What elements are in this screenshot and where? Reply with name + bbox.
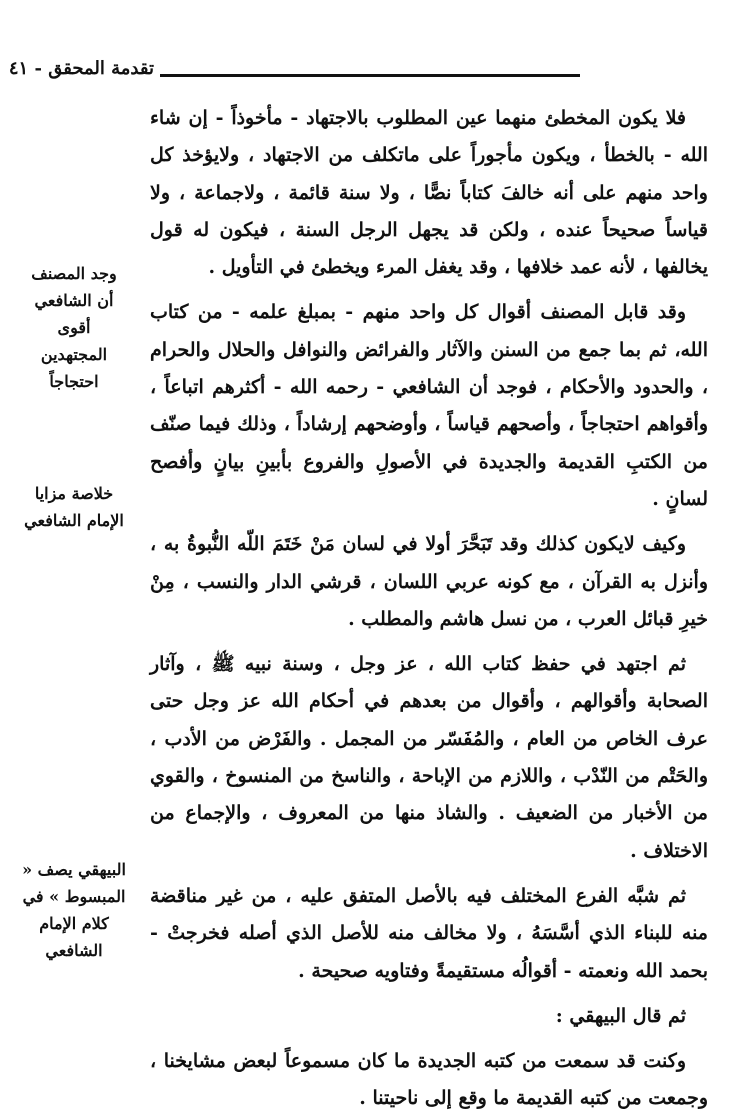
side-note: خلاصة مزايا الإمام الشافعي [24, 484, 124, 530]
running-header: تقدمة المحقق - ٤١ [8, 58, 154, 79]
paragraph: ثم شبَّه الفرع المختلف فيه بالأصل المتفق عليه ، من غير مناقضة منه للبناء الذي أسَّسَهُ ، ولا مخالف منه للأصل الذي أصله فخرجتْ - بحمد الله ونعمته - أقوالُه مستقيمةً وفتاويه صحيحة . [150, 884, 708, 982]
paragraph: ثم اجتهد في حفظ كتاب الله ، عز وجل ، وسنة نبيه ﷺ ، وآثار الصحابة وأقوالهم ، وأقوال من بعدهم في أحكام الله عز وجل حتى عرف الخاص من العام ، والمُفَسّر من المجمل . والفَرْض من الأدب ، والحَتْم من النّدْب ، واللازم من الإباحة ، والناسخ من المنسوخ ، والقوي من الأخبار من الضعيف . والشاذ منها من المعروف ، والإجماع من الاختلاف . [150, 653, 708, 862]
paragraph: وكيف لايكون كذلك وقد تَبَحَّرَ أولا في لسان مَنْ خَتَمَ اللّه النُّبوةُ به ، وأنزل به القرآن ، مع كونه عربي اللسان ، قرشي الدار والنسب ، مِنْ خيرِ قبائل العرب ، من نسل هاشم والمطلب . [150, 533, 708, 630]
paragraph: وقد قابل المصنف أقوال كل واحد منهم - بمبلغ علمه - من كتاب الله، ثم بما جمع من السنن والآثار والفرائض والنوافل والحلال والحرام ، والحدود والأحكام ، فوجد أن الشافعي - رحمه الله - أكثرهم اتباعاً ، وأقواهم احتجاجاً ، وأصحهم قياساً ، وأوضحهم إرشاداً ، وذلك فيما صنّف من الكتبِ القديمة والجديدة في الأصولِ والفروع بأبينِ بيانٍ وأفصح لسانٍ . [150, 301, 708, 510]
main-text [150, 100, 708, 1118]
side-note: وجد المصنف أن الشافعي أقوى المجتهدين احتجاجاً [31, 264, 117, 391]
paragraph: ثم قال البيهقي : [555, 1004, 686, 1027]
side-note: البيهقي يصف « المبسوط » في كلام الإمام الشافعي [22, 860, 126, 960]
header-rule [160, 74, 580, 77]
paragraph: وكنت قد سمعت من كتبه الجديدة ما كان مسموعاً لبعض مشايخنا ، وجمعت من كتبه القديمة ما وقع إلى ناحيتنا . [150, 1050, 708, 1110]
paragraph: فلا يكون المخطئ منهما عين المطلوب بالاجتهاد - مأخوذاً - إن شاء الله - بالخطأ ، ويكون مأجوراً على ماتكلف من الاجتهاد ، ولايؤخذ كل واحد منهم على أنه خالفَ كتاباً نصًّا ، ولا سنة قائمة ، ولاجماعة ، ولا قياساً صحيحاً عنده ، ولكن قد يجهل الرجل السنة ، فيكون له قول يخالفها ، لأنه عمد خلافها ، وقد يغفل المرء ويخطئ في التأويل . [150, 107, 708, 279]
